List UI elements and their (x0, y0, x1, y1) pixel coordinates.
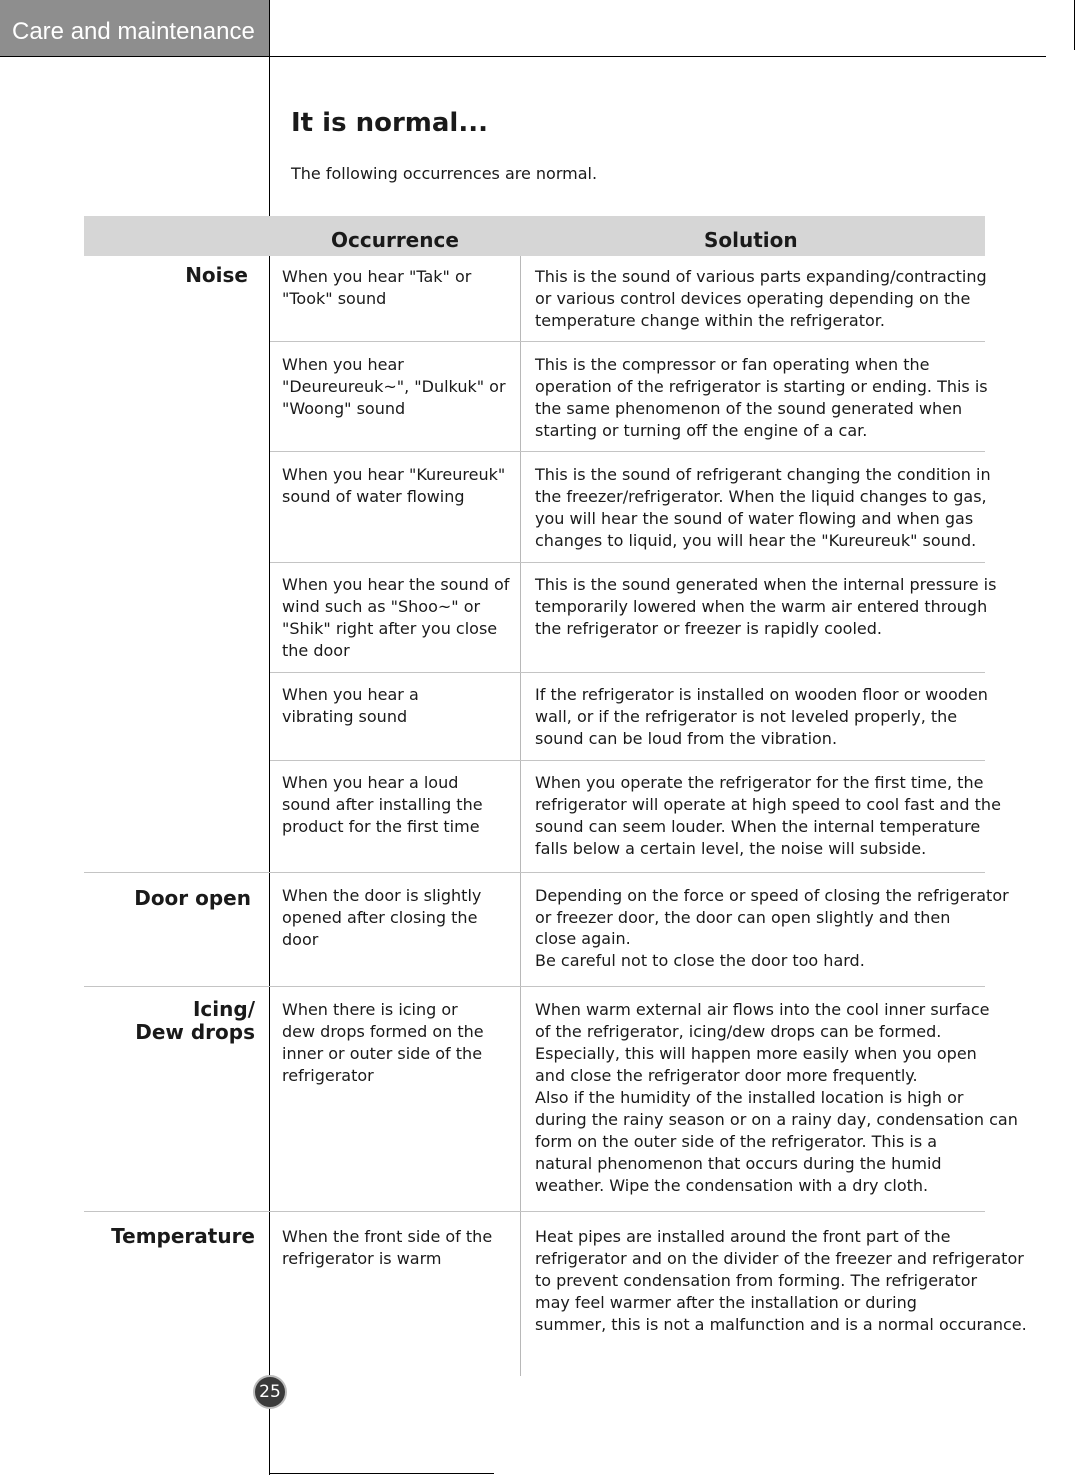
cell-line: When there is icing or (282, 1000, 458, 1019)
cell-line: This is the sound of various parts expanding/contracting (535, 267, 987, 286)
solution-cell (535, 999, 1018, 1197)
cell-line: When you hear the sound of (282, 575, 510, 594)
cell-line: close again. (535, 929, 631, 948)
column-divider (520, 256, 521, 1376)
category-icing (135, 998, 255, 1044)
category-separator (84, 872, 985, 873)
cell-line: to prevent condensation from forming. The refrigerator (535, 1271, 978, 1290)
cell-line: vibrating sound (282, 707, 408, 726)
cell-line: the same phenomenon of the sound generated when (535, 399, 963, 418)
table-header (84, 216, 985, 256)
row-separator (270, 562, 985, 563)
solution-cell (535, 354, 988, 442)
cell-line: sound of water flowing (282, 487, 465, 506)
cell-line: When you hear a (282, 685, 419, 704)
cell-line: dew drops formed on the (282, 1022, 484, 1041)
row-separator (270, 451, 985, 452)
cell-line: When you hear (282, 355, 404, 374)
cell-line: sound after installing the (282, 795, 483, 814)
solution-header: Solution (704, 228, 798, 252)
cell-line: Be careful not to close the door too hard. (535, 950, 865, 970)
solution-cell (535, 1226, 1027, 1336)
cell-line: When you hear "Kureureuk" (282, 465, 506, 484)
row-separator (270, 760, 985, 761)
cell-line: during the rainy season or on a rainy day, condensation can (535, 1110, 1018, 1129)
intro-text: The following occurrences are normal. (291, 164, 598, 183)
category-separator (84, 1211, 985, 1212)
solution-cell (535, 885, 1009, 971)
cell-line: door (282, 930, 319, 949)
cell-line: Heat pipes are installed around the front part of the (535, 1227, 951, 1246)
cell-line: or various control devices operating depending on the (535, 289, 971, 308)
cell-line: When the door is slightly (282, 886, 482, 905)
cell-line: sound can be loud from the vibration. (535, 729, 838, 748)
occurrence-header: Occurrence (331, 228, 459, 252)
cell-line: Especially, this will happen more easily when you open (535, 1044, 977, 1063)
occurrence-cell (282, 574, 509, 662)
cell-line: the door (282, 641, 350, 660)
cell-line: refrigerator is warm (282, 1249, 442, 1268)
row-separator (270, 341, 985, 342)
page-number-badge: 25 (253, 1375, 287, 1409)
cell-line: inner or outer side of the (282, 1044, 483, 1063)
category-separator (84, 986, 985, 987)
cell-line: you will hear the sound of water flowing and when gas (535, 509, 974, 528)
page-title: It is normal... (291, 108, 488, 138)
cell-line: may feel warmer after the installation or during (535, 1293, 917, 1312)
header-rule (0, 56, 1046, 57)
category-noise: Noise (185, 263, 248, 287)
cell-line: "Shik" right after you close (282, 619, 498, 638)
occurrence-cell (282, 1226, 492, 1270)
row-separator (270, 672, 985, 673)
solution-cell (535, 464, 991, 552)
occurrence-cell (282, 885, 481, 951)
cell-line: wall, or if the refrigerator is not leveled properly, the (535, 707, 958, 726)
cell-line: When you hear a loud (282, 773, 459, 792)
category-icing-line1: Icing/ (192, 997, 255, 1021)
cell-line: operation of the refrigerator is starting or ending. This is (535, 377, 988, 396)
cell-line: falls below a certain level, the noise will subside. (535, 839, 927, 858)
cell-line: wind such as "Shoo~" or (282, 597, 481, 616)
cell-line: Depending on the force or speed of closing the refrigerator (535, 886, 1009, 905)
cell-line: the freezer/refrigerator. When the liquid changes to gas, (535, 487, 987, 506)
cell-line: This is the compressor or fan operating when the (535, 355, 930, 374)
category-icing-line2: Dew drops (135, 1020, 255, 1044)
cell-line: opened after closing the (282, 908, 478, 927)
section-title: Care and maintenance (12, 18, 255, 45)
cell-line: temperature change within the refrigerator. (535, 311, 885, 330)
occurrence-cell (282, 354, 506, 420)
cell-line: This is the sound generated when the internal pressure is (535, 575, 997, 594)
occurrence-cell (282, 464, 505, 508)
occurrence-cell (282, 772, 483, 838)
cell-line: temporarily lowered when the warm air entered through (535, 597, 988, 616)
cell-line: refrigerator and on the divider of the freezer and refrigerator (535, 1249, 1024, 1268)
cell-line: When the front side of the (282, 1227, 493, 1246)
cell-line: and close the refrigerator door more frequently. (535, 1066, 918, 1085)
cell-line: When you hear "Tak" or (282, 267, 472, 286)
cell-line: summer, this is not a malfunction and is a normal occurance. (535, 1315, 1027, 1334)
footer-rule (270, 1473, 494, 1474)
cell-line: starting or turning off the engine of a car. (535, 421, 868, 440)
cell-line: changes to liquid, you will hear the "Kureureuk" sound. (535, 531, 977, 550)
occurrence-cell (282, 999, 484, 1087)
section-header-tab (0, 0, 270, 56)
cell-line: "Woong" sound (282, 399, 406, 418)
occurrence-cell (282, 266, 471, 310)
cell-line: the refrigerator or freezer is rapidly cooled. (535, 619, 882, 638)
header-edge-rule (1074, 0, 1075, 50)
solution-cell (535, 772, 1001, 860)
cell-line: weather. Wipe the condensation with a dry cloth. (535, 1176, 929, 1195)
cell-line: refrigerator will operate at high speed to cool fast and the (535, 795, 1001, 814)
solution-cell (535, 574, 996, 640)
cell-line: When warm external air flows into the cool inner surface (535, 1000, 990, 1019)
category-temperature: Temperature (111, 1224, 255, 1248)
cell-line: of the refrigerator, icing/dew drops can be formed. (535, 1022, 942, 1041)
cell-line: refrigerator (282, 1066, 374, 1085)
cell-line: "Took" sound (282, 289, 387, 308)
category-door-open: Door open (134, 886, 251, 910)
occurrence-cell (282, 684, 419, 728)
cell-line: natural phenomenon that occurs during the humid (535, 1154, 942, 1173)
cell-line: "Deureureuk~", "Dulkuk" or (282, 377, 506, 396)
solution-cell (535, 684, 988, 750)
cell-line: product for the first time (282, 817, 480, 836)
cell-line: If the refrigerator is installed on wooden floor or wooden (535, 685, 988, 704)
cell-line: When you operate the refrigerator for the first time, the (535, 773, 984, 792)
cell-line: form on the outer side of the refrigerator. This is a (535, 1132, 938, 1151)
solution-cell (535, 266, 987, 332)
cell-line: sound can seem louder. When the internal temperature (535, 817, 981, 836)
cell-line: or freezer door, the door can open slightly and then (535, 907, 951, 927)
cell-line: This is the sound of refrigerant changing the condition in (535, 465, 991, 484)
cell-line: Also if the humidity of the installed location is high or (535, 1088, 964, 1107)
